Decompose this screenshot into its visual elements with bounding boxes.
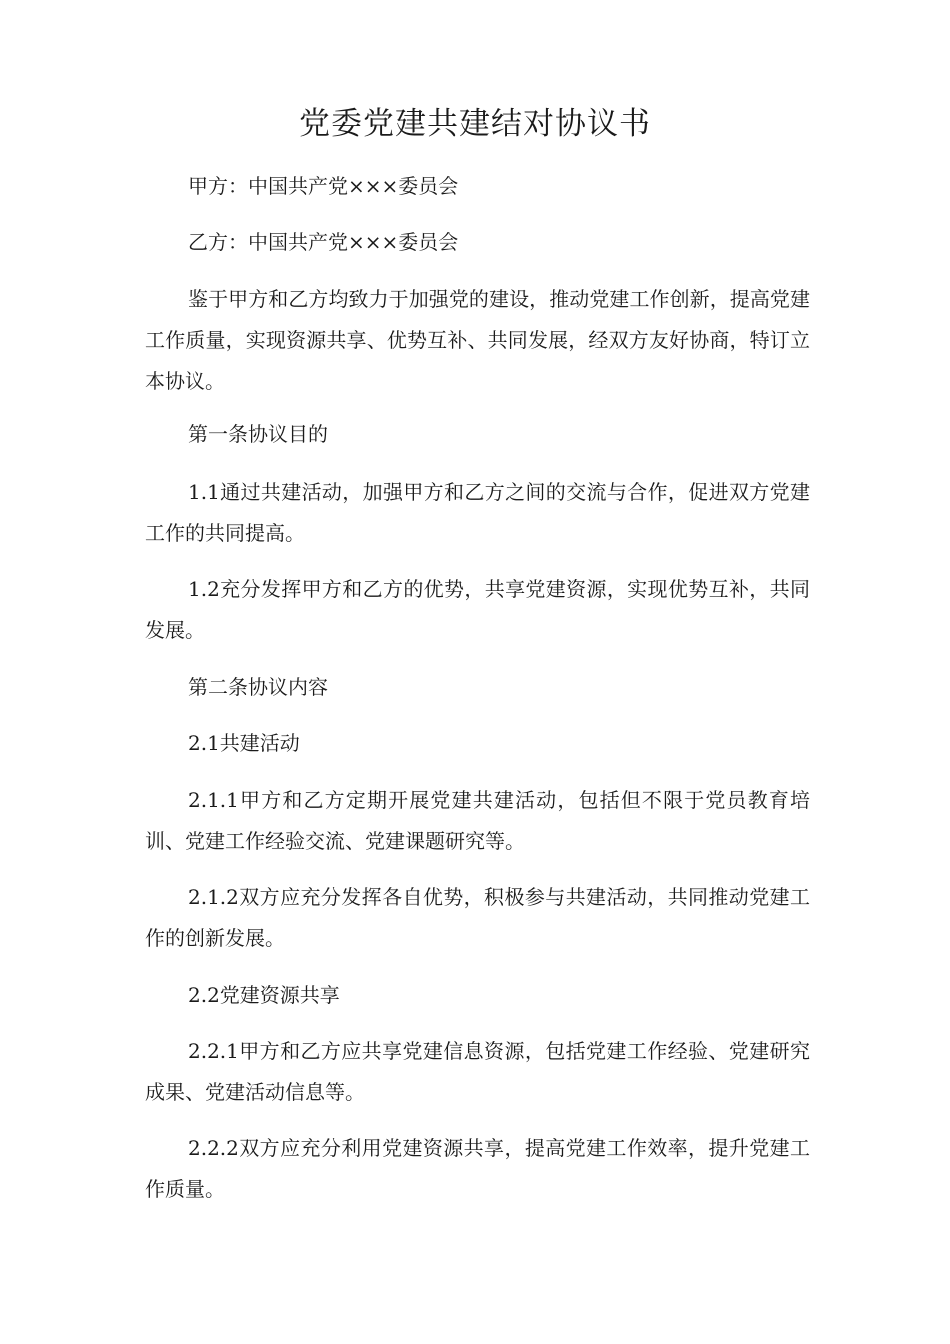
- clause-2-2-1: 2.2.1甲方和乙方应共享党建信息资源，包括党建工作经验、党建研究成果、党建活动信息等。: [145, 1039, 810, 1104]
- article-1-heading: 第一条协议目的: [188, 422, 328, 446]
- clause-2-1-2: 2.1.2双方应充分发挥各自优势，积极参与共建活动，共同推动党建工作的创新发展。: [145, 885, 810, 950]
- party-a-line: 甲方：中国共产党×××委员会: [188, 174, 459, 198]
- article-2-heading: 第二条协议内容: [188, 675, 328, 699]
- document-title: 党委党建共建结对协议书: [299, 106, 651, 142]
- party-b-line: 乙方：中国共产党×××委员会: [188, 230, 459, 254]
- clause-1-2: 1.2充分发挥甲方和乙方的优势，共享党建资源，实现优势互补，共同发展。: [145, 577, 810, 642]
- clause-2-2-2: 2.2.2双方应充分利用党建资源共享，提高党建工作效率，提升党建工作质量。: [145, 1136, 810, 1201]
- clause-1-1: 1.1通过共建活动，加强甲方和乙方之间的交流与合作，促进双方党建工作的共同提高。: [145, 480, 810, 545]
- section-2-1-heading: 2.1共建活动: [188, 731, 300, 755]
- section-2-2-heading: 2.2党建资源共享: [188, 983, 340, 1007]
- preamble-paragraph: 鉴于甲方和乙方均致力于加强党的建设，推动党建工作创新，提高党建工作质量，实现资源共享、优势互补、共同发展，经双方友好协商，特订立本协议。: [145, 287, 810, 393]
- clause-2-1-1: 2.1.1甲方和乙方定期开展党建共建活动，包括但不限于党员教育培训、党建工作经验交流、党建课题研究等。: [145, 788, 810, 853]
